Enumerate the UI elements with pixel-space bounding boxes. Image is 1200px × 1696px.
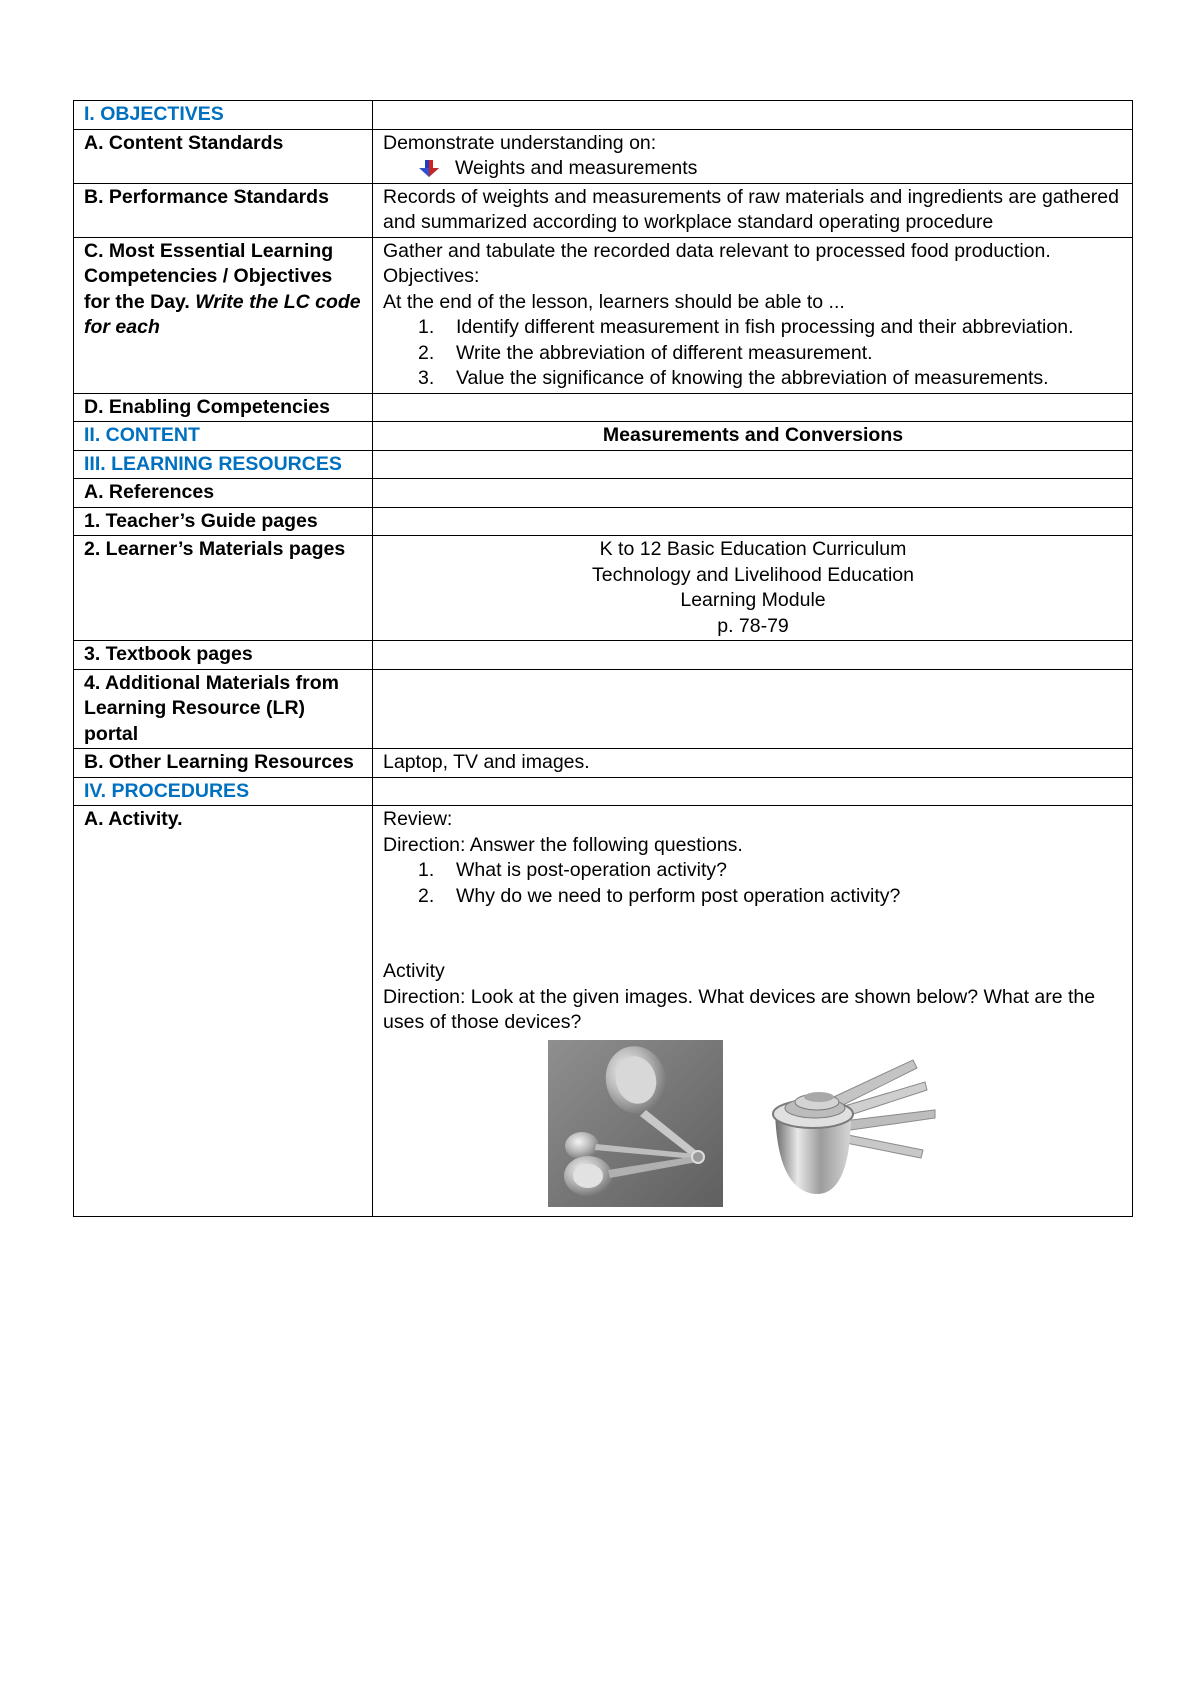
list-item: 2. Why do we need to perform post operation activity? xyxy=(418,884,901,907)
review-title: Review: xyxy=(383,808,453,830)
procedures-header: IV. PROCEDURES xyxy=(74,777,373,806)
objectives-list xyxy=(383,315,1123,392)
performance-standards-text: Records of weights and measurements of raw materials and ingredients are gathered and summarized according to workplace standard operating procedure xyxy=(373,183,1133,237)
content-standards-bullet xyxy=(383,156,1123,182)
row-enabling xyxy=(74,393,1133,422)
direction-2: Direction: Look at the given images. What devices are shown below? What are the uses of those devices? xyxy=(383,985,1096,1033)
melc-text1: Gather and tabulate the recorded data relevant to processed food production. xyxy=(383,239,1051,262)
list-item: 2. Write the abbreviation of different measurement. xyxy=(418,341,873,364)
row-references xyxy=(74,479,1133,508)
row-objectives-header xyxy=(74,101,1133,130)
row-textbook xyxy=(74,641,1133,670)
device-images xyxy=(383,1040,1123,1215)
content-header: II. CONTENT xyxy=(74,422,373,451)
learners-materials-label: 2. Learner’s Materials pages xyxy=(74,536,373,641)
lm-line-3: Learning Module xyxy=(680,589,826,611)
direction-1: Direction: Answer the following questions. xyxy=(383,833,743,856)
row-performance-standards xyxy=(74,183,1133,237)
measuring-cups-image xyxy=(753,1040,943,1207)
lm-line-1: K to 12 Basic Education Curriculum xyxy=(599,538,907,560)
measuring-spoons-image xyxy=(548,1040,723,1207)
row-procedures-header xyxy=(74,777,1133,806)
teachers-guide-label: 1. Teacher’s Guide pages xyxy=(74,507,373,536)
lm-line-2: Technology and Livelihood Education xyxy=(592,563,914,586)
activity-title: Activity xyxy=(383,960,445,982)
review-questions xyxy=(383,858,1123,909)
other-resources-label: B. Other Learning Resources xyxy=(74,749,373,778)
row-content-standards xyxy=(74,129,1133,183)
additional-label: 4. Additional Materials from Learning Resource (LR) portal xyxy=(74,669,373,749)
references-label: A. References xyxy=(74,479,373,508)
content-standards-label: A. Content Standards xyxy=(74,129,373,183)
objectives-header: I. OBJECTIVES xyxy=(74,101,373,130)
row-teachers-guide xyxy=(74,507,1133,536)
bullet-text: Weights and measurements xyxy=(455,157,698,179)
row-resources-header xyxy=(74,450,1133,479)
list-item: 3. Value the significance of knowing the abbreviation of measurements. xyxy=(418,367,1049,389)
enabling-label: D. Enabling Competencies xyxy=(74,393,373,422)
resources-header: III. LEARNING RESOURCES xyxy=(74,450,373,479)
melc-label-italic: Write the LC code for each xyxy=(84,290,361,338)
melc-text2: Objectives: xyxy=(383,265,480,287)
list-item: 1. What is post-operation activity? xyxy=(418,859,727,881)
row-melc xyxy=(74,237,1133,393)
melc-text3: At the end of the lesson, learners should be able to ... xyxy=(383,290,845,313)
other-resources-text: Laptop, TV and images. xyxy=(373,749,1133,778)
row-activity xyxy=(74,806,1133,1217)
row-learners-materials xyxy=(74,536,1133,641)
down-arrow-bullet-icon xyxy=(418,160,440,178)
performance-standards-label: B. Performance Standards xyxy=(74,183,373,237)
row-content xyxy=(74,422,1133,451)
content-value: Measurements and Conversions xyxy=(373,422,1133,451)
row-other xyxy=(74,749,1133,778)
lm-line-4: p. 78-79 xyxy=(717,614,789,637)
activity-label: A. Activity. xyxy=(74,806,373,1217)
melc-label: C. Most Essential Learning Competencies / Objectives for the Day. xyxy=(84,239,334,313)
lesson-plan-table xyxy=(73,100,1133,1217)
content-standards-intro: Demonstrate understanding on: xyxy=(383,131,657,154)
textbook-label: 3. Textbook pages xyxy=(74,641,373,670)
list-item: 1. Identify different measurement in fish processing and their abbreviation. xyxy=(418,316,1074,338)
row-additional xyxy=(74,669,1133,749)
